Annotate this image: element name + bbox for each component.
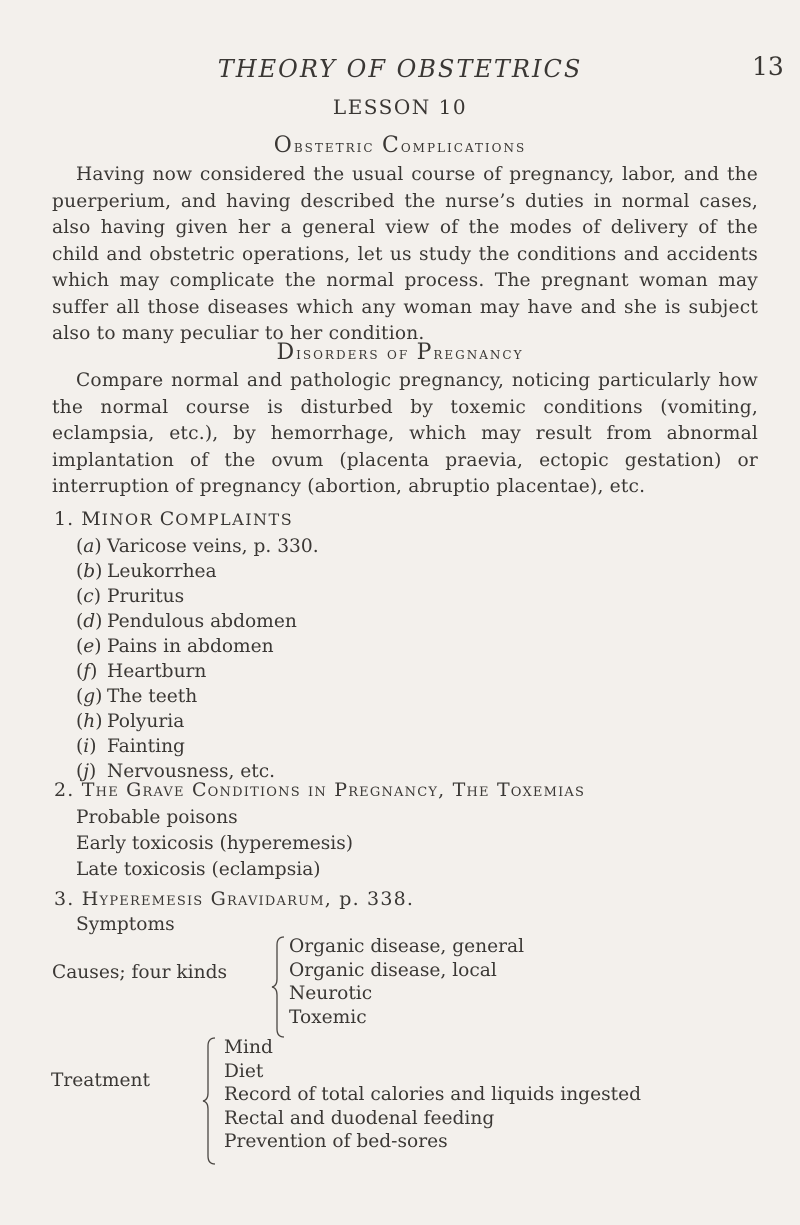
list-item: (d) Pendulous abdomen [76, 611, 297, 632]
list-item: Late toxicosis (eclampsia) [76, 859, 321, 880]
treatment-brace [201, 1036, 217, 1166]
list-item: Organic disease, general [289, 936, 525, 957]
list-item: Toxemic [289, 1006, 367, 1028]
list-item: (e) Pains in abdomen [76, 636, 274, 657]
heading-grave-conditions: 2. The Grave Conditions in Pregnancy, The Toxemias [54, 779, 586, 801]
list-item: Record of total calories and liquids ingested [224, 1084, 642, 1105]
section-title-obstetric-complications: Obstetric Complications [273, 133, 527, 158]
causes-brace [270, 935, 286, 1039]
list-item: Early toxicosis (hyperemesis) [76, 833, 354, 854]
page-number: 13 [752, 52, 784, 81]
list-item: Neurotic [289, 983, 373, 1004]
section-title-disorders-of-pregnancy: Disorders of Pregnancy [276, 340, 524, 365]
heading-minor-complaints: 1. MINOR COMPLAINTS [54, 508, 294, 530]
disorders-paragraph: Compare normal and pathologic pregnancy, noticing particularly how the normal course is disturbed by toxemic conditions (vomiting, eclampsia, etc.), by hemorrhage, which may result from abnormal implantation of the ovum (placenta praevia, ectopic gestation) or interruption of pregnancy (abortion, abruptio placentae), etc. [52, 370, 758, 497]
list-item: Probable poisons [76, 807, 238, 828]
list-item: (a) Varicose veins, p. 330. [76, 536, 319, 557]
list-item: (f) Heartburn [76, 661, 207, 682]
list-item: Prevention of bed-sores [224, 1131, 448, 1152]
causes-label: Causes; four kinds [52, 962, 228, 983]
list-item: Diet [224, 1060, 264, 1082]
list-item: (h) Polyuria [76, 711, 185, 732]
treatment-label: Treatment [51, 1070, 150, 1091]
list-item: (c) Pruritus [76, 586, 185, 607]
intro-paragraph: Having now considered the usual course of pregnancy, labor, and the puerperium, and having described the nurse’s duties in normal cases, also having given her a general view of the modes of delivery of the child and obstetric operations, let us study the conditions and accidents which may complicate the normal process. The pregnant woman may suffer all those diseases which any woman may have and she is subject also to many peculiar to her condition. [52, 164, 758, 344]
minor-complaints-list [76, 534, 319, 784]
list-item: (b) Leukorrhea [76, 561, 217, 582]
list-item: Rectal and duodenal feeding [224, 1107, 495, 1129]
list-item: Organic disease, local [289, 959, 497, 981]
treatment-list [224, 1036, 641, 1154]
list-item: (j) Nervousness, etc. [76, 761, 276, 782]
lesson-title: LESSON 10 [332, 95, 468, 119]
symptoms-label: Symptoms [76, 914, 175, 935]
list-item: Mind [224, 1037, 273, 1058]
causes-list [289, 935, 524, 1029]
grave-conditions-list [76, 805, 353, 883]
list-item: (g) The teeth [76, 686, 198, 707]
heading-hyperemesis: 3. Hyperemesis Gravidarum, p. 338. [54, 888, 415, 910]
running-head: THEORY OF OBSTETRICS [217, 55, 583, 83]
list-item: (i) Fainting [76, 736, 185, 757]
